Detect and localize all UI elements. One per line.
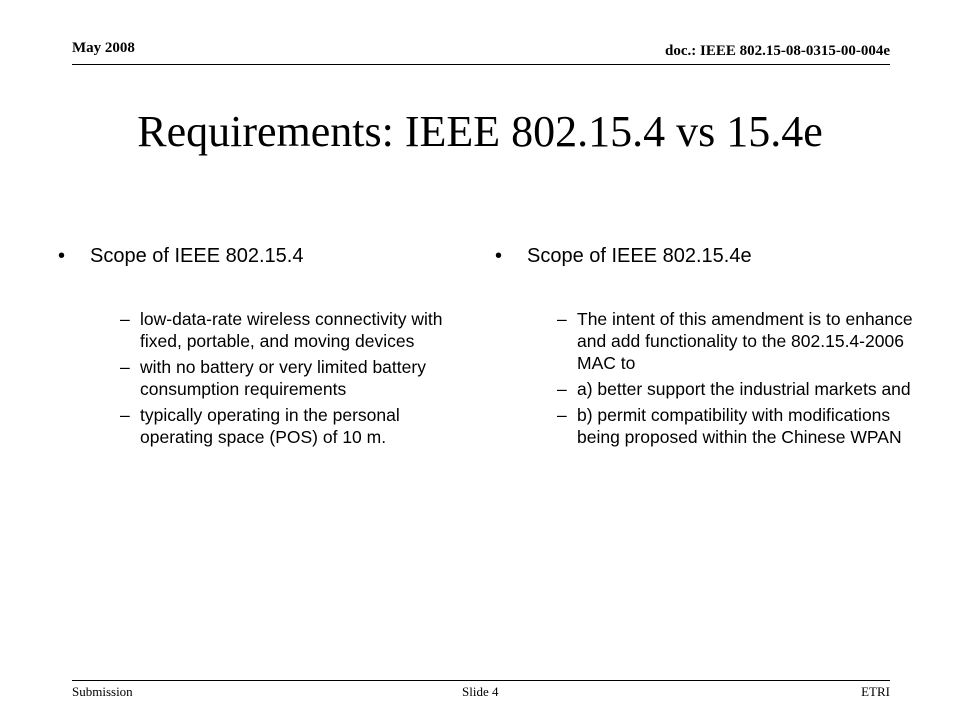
header-divider — [72, 64, 890, 65]
footer-organization: ETRI — [861, 684, 890, 699]
left-bullet — [50, 238, 450, 274]
slide-title: Requirements: IEEE 802.15.4 vs 15.4e — [137, 107, 823, 156]
left-sub-list — [50, 308, 450, 448]
list-item-text: a) better support the industrial markets and — [577, 379, 911, 399]
footer-submission: Submission — [72, 684, 133, 699]
dash-icon: – — [557, 405, 567, 425]
bullet-icon: • — [58, 245, 66, 267]
dash-icon: – — [120, 309, 130, 329]
list-item-text: low-data-rate wireless connectivity with fixed, portable, and moving devices — [140, 309, 443, 351]
bullet-icon: • — [495, 245, 503, 267]
right-bullet-text: Scope of IEEE 802.15.4e — [527, 245, 752, 267]
left-column — [50, 238, 450, 452]
dash-icon: – — [557, 379, 567, 399]
list-item — [120, 404, 450, 448]
footer-divider — [72, 680, 890, 681]
list-item — [120, 308, 450, 352]
list-item-text: b) permit compatibility with modifications being proposed within the Chinese WPAN — [577, 405, 902, 447]
right-column — [487, 238, 917, 452]
header-doc-id: doc.: IEEE 802.15-08-0315-00-004e — [665, 43, 890, 59]
dash-icon: – — [120, 357, 130, 377]
dash-icon: – — [120, 405, 130, 425]
header-date: May 2008 — [72, 40, 135, 56]
right-bullet — [487, 238, 917, 274]
list-item — [557, 404, 917, 448]
list-item-text: with no battery or very limited battery consumption requirements — [140, 357, 426, 399]
list-item — [557, 308, 917, 374]
dash-icon: – — [557, 309, 567, 329]
left-bullet-text: Scope of IEEE 802.15.4 — [90, 245, 304, 267]
right-sub-list — [487, 308, 917, 448]
footer-slide-number: Slide 4 — [462, 684, 499, 699]
list-item — [120, 356, 450, 400]
list-item-text: typically operating in the personal operating space (POS) of 10 m. — [140, 405, 400, 447]
list-item-text: The intent of this amendment is to enhance and add functionality to the 802.15.4-2006 MAC to — [577, 309, 913, 373]
list-item — [557, 378, 917, 400]
